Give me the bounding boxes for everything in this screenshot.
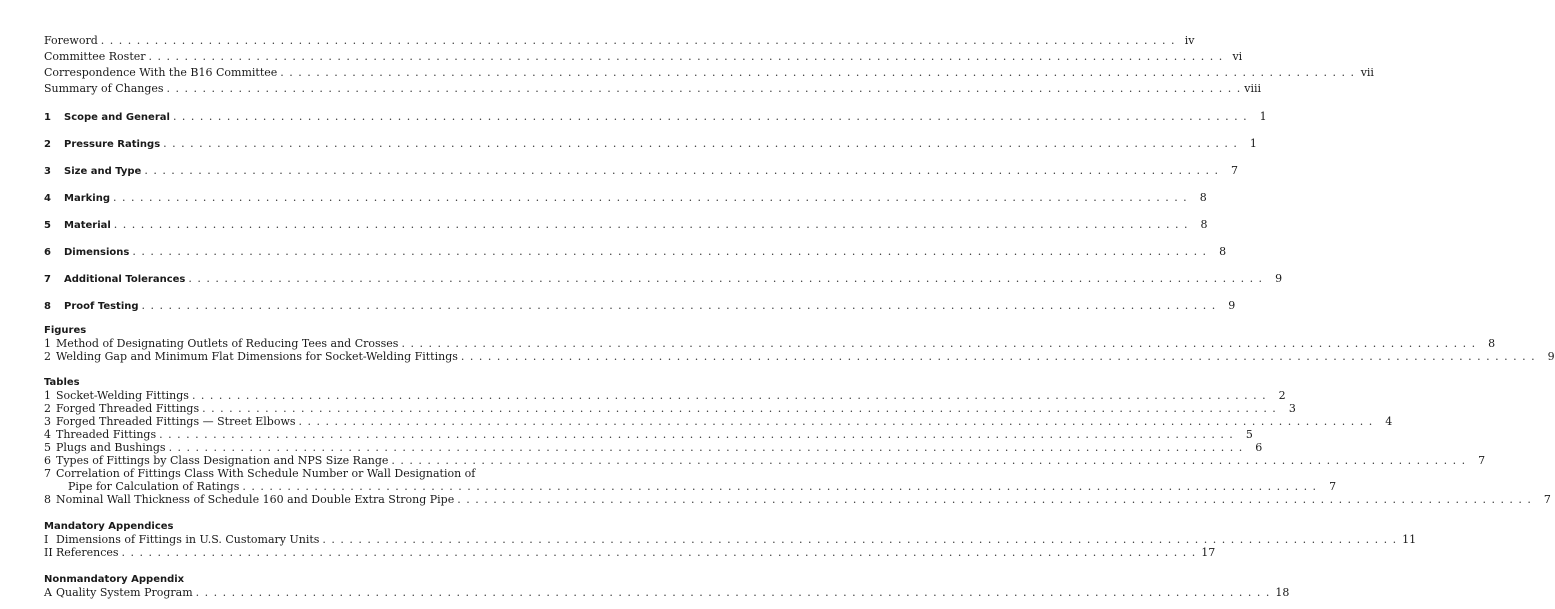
dot-leader: . . . . . . . . . . . . . . . . . . . . . . . . . . . . . . . . . . . . . . . . . . . . . . . . . . . . . . . . . . . . . . . . . . . . . . . . . . . . . . . . . . . . . . . . . . . . . . . . . . . . . . . . . . . . . . . . . . . . . . . . — [322, 533, 1398, 546]
toc-section-3[interactable] — [44, 164, 1239, 178]
toc-table-3[interactable] — [44, 415, 1393, 429]
section-title: Proof Testing — [64, 301, 139, 312]
dot-leader: . . . . . . . . . . . . . . . . . . . . . . . . . . . . . . . . . . . . . . . . . . . . . . . . . . . . . . . . . . . . . . . . . . . . . . . . . . . . . . . . . . . . . . . . . . . . . . . . . . . . . . . . . . . . . . . . . . . . . . . . — [113, 191, 1188, 204]
dot-leader: . . . . . . . . . . . . . . . . . . . . . . . . . . . . . . . . . . . . . . . . . . . . . . . . . . . . . . . . . . . . . . . . . . . . . . . . . . . . . . . . . . . . . . . . . . . . . . . . . . . . . . . . . . . . . . . . . . . . . . . . — [141, 299, 1217, 312]
toc-section-7[interactable] — [44, 272, 1283, 286]
toc-entry-title: Committee Roster — [44, 50, 146, 63]
section-number: 1 — [44, 112, 51, 123]
table-page: 7 — [1478, 454, 1486, 467]
toc-figure-2[interactable] — [44, 350, 1555, 364]
toc-table-7[interactable] — [44, 467, 486, 481]
dot-leader: . . . . . . . . . . . . . . . . . . . . . . . . . . . . . . . . . . . . . . . . . . . . . . . . . . . . . . . . . . . . . . . . . . . . . . . . . . . . . . . . . . . . . . . . . . . . . . . . . . . . . . . . . . . . . . . . . . . . . . . . — [202, 402, 1277, 415]
section-title: Marking — [64, 193, 110, 204]
table-page: 7 — [1543, 493, 1551, 506]
section-number: 7 — [44, 274, 51, 285]
table-title-continuation: Pipe for Calculation of Ratings — [68, 480, 240, 493]
table-number: 4 — [44, 428, 51, 441]
appendix-page: 18 — [1275, 586, 1290, 599]
appendix-number: II — [44, 546, 53, 559]
tables-heading: Tables — [44, 377, 80, 388]
appendix-page: 11 — [1402, 533, 1417, 546]
dot-leader: . . . . . . . . . . . . . . . . . . . . . . . . . . . . . . . . . . . . . . . . . . . . . . . . . . . . . . . . . . . . . . . . . . . . . . . . . . . . . . . . . . . . . . . . . . . . . . . . . . . . . . . . . . . . . . . . . . . . . . . . — [188, 272, 1264, 285]
dot-leader: . . . . . . . . . . . . . . . . . . . . . . . . . . . . . . . . . . . . . . . . . . . . . . . . . . . . . . . . . . . . . . . . . . . . . . . . . . . . . . . . . . . . . . . . . . . . . . . . . . . . . . . . . . . . . . . . . . . . . . . . — [144, 164, 1220, 177]
table-title: Forged Threaded Fittings — [56, 402, 200, 415]
dot-leader: . . . . . . . . . . . . . . . . . . . . . . . . . . . . . . . . . . . . . . . . . . . . . . . . . . . . . . . . . . . . . . . . . . . . . . . . . . . . . . . . . . . . . . . . . . . . . . . . . . . . . . . . . . . . . . . . . . . . . . . . — [460, 350, 1536, 363]
toc-table-8[interactable] — [44, 493, 1551, 507]
table-number: 5 — [44, 441, 51, 454]
figure-title: Method of Designating Outlets of Reducing Tees and Crosses — [56, 337, 399, 350]
dot-leader: . . . . . . . . . . . . . . . . . . . . . . . . . . . . . . . . . . . . . . . . . . . . . . . . . . . . . . . . . . . . . . . . . . . . . . . . . . . . . . . . . . . . . . . . . . . . . . . . . . . . . . . . . . . . . . . . . . . . . . . . — [148, 50, 1224, 63]
table-title: Socket-Welding Fittings — [56, 389, 189, 402]
table-page: 3 — [1288, 402, 1296, 415]
toc-entry-correspondence[interactable] — [44, 66, 1374, 80]
toc-entry-title: Correspondence With the B16 Committee — [44, 66, 278, 79]
nonmandatory-appendix-heading: Nonmandatory Appendix — [44, 574, 185, 585]
dot-leader: . . . . . . . . . . . . . . . . . . . . . . . . . . . . . . . . . . . . . . . . . . . . . . . . . . . . . . . . . . . . . . . . . . . . . . . . . . . . . . . . . . . . . . . . . . . . . . . . . . . . . . . . . . . . . . . . . . . . . . . . — [191, 389, 1267, 402]
dot-leader: . . . . . . . . . . . . . . . . . . . . . . . . . . . . . . . . . . . . . . . . . . . . . . . . . . . . . . . . . . . . . . . . . . . . . . . . . . . . . . . . . . . . . . . . . . . . . . . . . . . . . . . . . . . . . . . . . . . . . . . . — [401, 337, 1477, 350]
toc-section-5[interactable] — [44, 218, 1208, 232]
section-page: 9 — [1275, 272, 1283, 285]
dot-leader: . . . . . . . . . . . . . . . . . . . . . . . . . . . . . . . . . . . . . . . . . . . . . . . . . . . . . . . . . . . . . . . . . . . . . . . . . . . . . . . . . . . . . . . . . . . . . . . . . . . . . . . . . . . . . . . . . . . . . . . . — [457, 493, 1532, 506]
dot-leader: . . . . . . . . . . . . . . . . . . . . . . . . . . . . . . . . . . . . . . . . . . . . . . . . . . . . . . . . . . . . . . . . . . . . . . . . . . . . . . . . . . . . . . . . . . . . . . . . . . . . . . . . . . . . . . . . . . . . . . . . — [166, 82, 1242, 95]
section-page: 8 — [1200, 218, 1208, 231]
dot-leader: . . . . . . . . . . . . . . . . . . . . . . . . . . . . . . . . . . . . . . . . . . . . . . . . . . . . . . . . . . . . . . . . . . . . . . . . . . . . . . . . . . . . . . . . . . . . . . . . . . . . . . . . . . . . . . . . . . . . . . . . — [168, 441, 1244, 454]
dot-leader: . . . . . . . . . . . . . . . . . . . . . . . . . . . . . . . . . . . . . . . . . . . . . . . . . . . . . . . . . . . . . . . . . . . . . . . . . . . . . . . . . . . . . . . . . . . . . . . . . . . . . . . . . . . . . . . . . . . . . . . . — [163, 137, 1238, 150]
toc-figure-1[interactable] — [44, 337, 1496, 351]
dot-leader: . . . . . . . . . . . . . . . . . . . . . . . . . . . . . . . . . . . . . . . . . . . . . . . . . . . . . . . . . . . . . . . . . . . . . . . . . . . . . . . . . . . . . . . . . . . . . . . . . . . . . . . . . . . . . . . . . . . . . . . . — [280, 66, 1355, 79]
toc-section-1[interactable] — [44, 110, 1267, 124]
section-number: 4 — [44, 193, 51, 204]
section-page: 8 — [1199, 191, 1207, 204]
figure-title: Welding Gap and Minimum Flat Dimensions for Socket-Welding Fittings — [56, 350, 458, 363]
dot-leader: . . . . . . . . . . . . . . . . . . . . . . . . . . . . . . . . . . . . . . . . . . . . . . . . . . . . . . . . . . . . . . . . . . . . . . . . . . . . . . . . . . . . . . . . . . . . . . . . . . . . . . . . . . . . . . . . . . . . . . . . — [172, 110, 1248, 123]
table-page: 5 — [1245, 428, 1253, 441]
section-number: 5 — [44, 220, 51, 231]
appendix-title: References — [56, 546, 119, 559]
toc-table-2[interactable] — [44, 402, 1296, 416]
toc-appendix-a[interactable] — [44, 586, 1290, 600]
table-title: Correlation of Fittings Class With Schedule Number or Wall Designation of — [56, 467, 476, 480]
dot-leader: . . . . . . . . . . . . . . . . . . . . . . . . . . . . . . . . . . . . . . . . . . . . . . . . . . . . . . . . . . . . . . . . . . . . . . . . . . . . . . . . . . . . . . . . . . . . . . . . . . . . . . . . . . . . . . . . . . . . . . . . — [159, 428, 1234, 441]
toc-appendix-i[interactable] — [44, 533, 1417, 547]
appendix-title: Dimensions of Fittings in U.S. Customary Units — [56, 533, 320, 546]
appendix-title: Quality System Program — [56, 586, 193, 599]
section-number: 6 — [44, 247, 51, 258]
figure-page: 8 — [1488, 337, 1496, 350]
toc-entry-page: vii — [1360, 66, 1374, 79]
toc-table-6[interactable] — [44, 454, 1486, 468]
section-page: 1 — [1259, 110, 1267, 123]
dot-leader: . . . . . . . . . . . . . . . . . . . . . . . . . . . . . . . . . . . . . . . . . . . . . . . . . . . . . . . . . . . . . . . . . . . . . . . . . . . . . . . . . . . . . . . . . . . . . . . . . . . . . . . . . . . . . . . . . . . . . . . . — [391, 454, 1467, 467]
toc-section-2[interactable] — [44, 137, 1257, 151]
figure-number: 1 — [44, 337, 51, 350]
toc-appendix-ii[interactable] — [44, 546, 1216, 560]
table-page: 2 — [1278, 389, 1286, 402]
toc-table-1[interactable] — [44, 389, 1286, 403]
toc-table-7-continuation[interactable] — [68, 480, 1337, 494]
table-number: 2 — [44, 402, 51, 415]
table-number: 6 — [44, 454, 51, 467]
table-number: 1 — [44, 389, 51, 402]
table-number: 3 — [44, 415, 51, 428]
toc-entry-title: Foreword — [44, 34, 98, 47]
table-page: 6 — [1255, 441, 1263, 454]
toc-entry-committee-roster[interactable] — [44, 50, 1243, 64]
dot-leader: . . . . . . . . . . . . . . . . . . . . . . . . . . . . . . . . . . . . . . . . . . . . . . . . . . . . . . . . . . . . . . . . . . . . . . . . . . . . . . . . . . . . . . . . . . . . . . . . . . . . . . . . . . . . . . . . . . . . . . . . — [298, 415, 1374, 428]
table-title: Types of Fittings by Class Designation and NPS Size Range — [56, 454, 389, 467]
section-page: 7 — [1231, 164, 1239, 177]
toc-entry-title: Summary of Changes — [44, 82, 164, 95]
toc-section-8[interactable] — [44, 299, 1236, 313]
section-page: 1 — [1249, 137, 1257, 150]
section-title: Additional Tolerances — [64, 274, 186, 285]
table-title: Nominal Wall Thickness of Schedule 160 and Double Extra Strong Pipe — [56, 493, 455, 506]
figure-number: 2 — [44, 350, 51, 363]
figures-heading: Figures — [44, 325, 87, 336]
appendix-page: 17 — [1201, 546, 1216, 559]
toc-section-6[interactable] — [44, 245, 1227, 259]
toc-table-5[interactable] — [44, 441, 1263, 455]
toc-section-4[interactable] — [44, 191, 1207, 205]
section-number: 3 — [44, 166, 51, 177]
table-number: 7 — [44, 467, 51, 480]
toc-entry-page: viii — [1244, 82, 1262, 95]
section-title: Dimensions — [64, 247, 130, 258]
dot-leader: . . . . . . . . . . . . . . . . . . . . . . . . . . . . . . . . . . . . . . . . . . . . . . . . . . . . . . . . . . . . . . . . . . . . . . . . . . . . . . . . . . . . . . . . . . . . . . . . . . . . . . . . . . . . . . . . . . . . . . . . — [100, 34, 1176, 47]
section-title: Size and Type — [64, 166, 142, 177]
section-title: Pressure Ratings — [64, 139, 161, 150]
mandatory-appendices-heading: Mandatory Appendices — [44, 521, 174, 532]
section-page: 9 — [1228, 299, 1236, 312]
table-page: 4 — [1385, 415, 1393, 428]
section-title: Material — [64, 220, 111, 231]
section-number: 2 — [44, 139, 51, 150]
appendix-number: I — [44, 533, 49, 546]
table-title: Plugs and Bushings — [56, 441, 166, 454]
table-title: Threaded Fittings — [56, 428, 157, 441]
appendix-number: A — [44, 586, 52, 599]
toc-entry-page: iv — [1184, 34, 1195, 47]
toc-entry-page: vi — [1232, 50, 1243, 63]
toc-entry-summary-of-changes[interactable] — [44, 82, 1262, 96]
dot-leader: . . . . . . . . . . . . . . . . . . . . . . . . . . . . . . . . . . . . . . . . . . . . . . . . . . . . . . . . . . . . . . . . . . . . . . . . . . . . . . . . . . . . . . . . . . . . . . . . . . . . . . . . . . . . . . . . . . . . . . . . — [195, 586, 1271, 599]
section-number: 8 — [44, 301, 51, 312]
dot-leader: . . . . . . . . . . . . . . . . . . . . . . . . . . . . . . . . . . . . . . . . . . . . . . . . . . . . . . . . . . . . . . . . . . . . . . . . . . . . . . . . . . . . . . . . . . . . . . . . . . . . . . . . . . . . . . . . . . . . . . . . — [132, 245, 1208, 258]
table-title: Forged Threaded Fittings — Street Elbows — [56, 415, 296, 428]
section-title: Scope and General — [64, 112, 170, 123]
dot-leader: . . . . . . . . . . . . . . . . . . . . . . . . . . . . . . . . . . . . . . . . . . . . . . . . . . . . . . . . . . . . . . . . . . . . . . . . . . . . . . . . . . . . . . . . . . . . . . . . . . . . . . . . . . . . . . . . . . . . . . . . — [121, 546, 1197, 559]
section-page: 8 — [1219, 245, 1227, 258]
table-number: 8 — [44, 493, 51, 506]
dot-leader: . . . . . . . . . . . . . . . . . . . . . . . . . . . . . . . . . . . . . . . . . . . . . . . . . . . . . . . . . . . . . . . . . . . . . . . . . . . . . . . . . . . . . . . . . . . . . . . . . . . . . . . . . . . . . . . . . . . . . . . . — [113, 218, 1189, 231]
toc-table-4[interactable] — [44, 428, 1253, 442]
figure-page: 9 — [1547, 350, 1555, 363]
toc-entry-foreword[interactable] — [44, 34, 1195, 48]
dot-leader: . . . . . . . . . . . . . . . . . . . . . . . . . . . . . . . . . . . . . . . . . . . . . . . . . . . . . . . . . . . . . . . . . . . . . . . . . . . . . . . . . . . . . . . . . . . . . . . . . . . . . . . . . . . . . . . . . . . . . . . . — [242, 480, 1318, 493]
table-page: 7 — [1329, 480, 1337, 493]
